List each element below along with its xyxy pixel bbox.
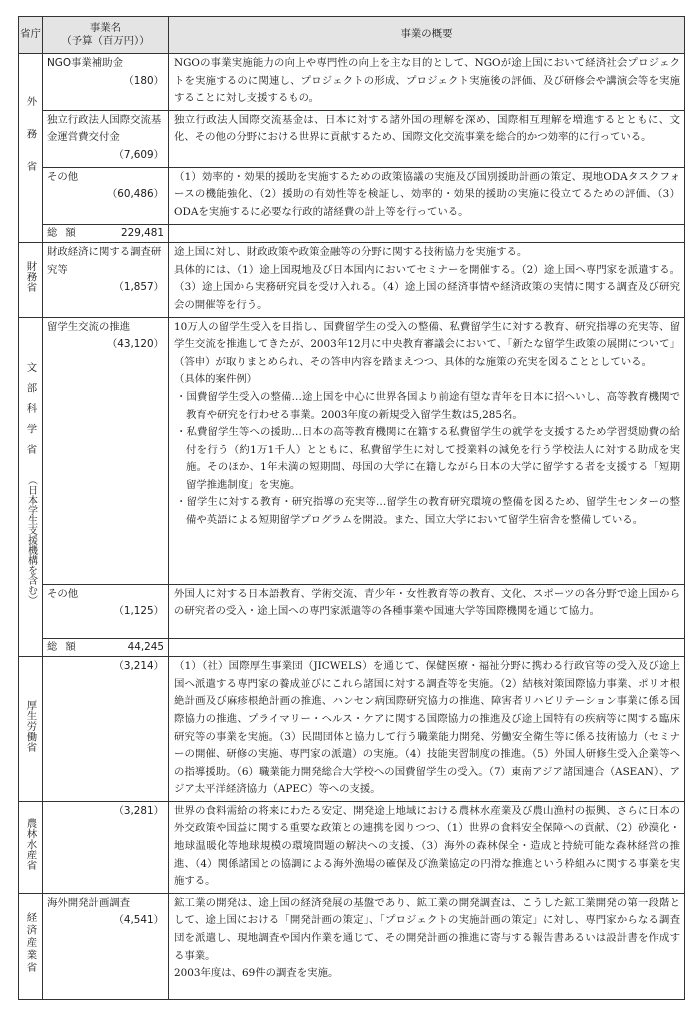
project-description: 10万人の留学生受入を目指し、国費留学生の受入の整備、私費留学生に対する教育、研究指導の充実等、留学生交流を推進してきたが、2003年12月に中央教育審議会において、「新たな留学生政策の展開について」（答申）が取りまとめられ、その答申内容を踏まえつつ、具体的な施策の充実を図ることとしている。 （具体的案件例） ・国費留学生受入の整備…途上国を中心に世界各国より前途有望な青年を日本に招へいし、高等教育機関で教育や研究を行わせる事業。2003年度の新規受入留学生数は5,285名。 ・私費留学生等への援助…日本の高等教育機関に在籍する私費留学生の就学を支援するため学習奨励費の給付を行う（約1万1千人）とともに、私費留学生に対して授業料の減免を行う学校法人に対する助成を実施。そのほか、1年未満の短期間、母国の大学に在籍しながら日本の大学に留学する者を支援する「短期留学推進制度」を実施。 ・留学生に対する教育・研究指導の充実等…留学生の教育研究環境の整備を図るため、留学生センターの整備や英語による短期留学プログラムを開設。また、国立大学において留学生宿舎を整備している。	[169, 317, 685, 584]
project-budget: （1,857）	[113, 281, 164, 294]
table-header	[19, 17, 685, 54]
project-budget: （180）	[123, 74, 164, 87]
total-value: 44,245	[127, 640, 164, 653]
project-description: （1）効率的・効果的援助を実施するための政策協議の実施及び国別援助計画の策定、現地ODAタスクフォースの機能強化、（2）援助の有効性等を検証し、効率的・効果的援助の実施に役立てるための評価、（3）ODAを実施するに必要な行政的諸経費の計上等を行っている。	[169, 167, 685, 224]
project-description: 途上国に対し、財政政策や政策金融等の分野に関する技術協力を実施する。 具体的には、（1）途上国現地及び日本国内においてセミナーを開催する。（2）途上国へ専門家を派遣する。（3）途上国から実務研究員を受け入れる。（4）途上国の経済事情や経済政策の実情に関する調査及び研究会の開催等を行う。	[169, 243, 685, 317]
ministry-cell-maff	[19, 801, 43, 893]
project-name: 独立行政法人国際交流基金運営費交付金	[47, 113, 162, 144]
project-cell	[43, 54, 169, 111]
project-description: 外国人に対する日本語教育、学術交流、青少年・女性教育等の教育、文化、スポーツの各分野で途上国からの研究者の受入・途上国への専門家派遣等の各種事業や国連大学等国際機関を通じて協力。	[169, 584, 685, 638]
total-row	[19, 638, 685, 657]
project-cell	[43, 584, 169, 638]
project-name: その他	[47, 587, 79, 600]
project-name: 海外開発計画調査	[47, 896, 131, 909]
total-cell	[43, 224, 169, 243]
project-budget: （7,609）	[113, 148, 164, 161]
table-row	[19, 584, 685, 638]
project-cell	[43, 243, 169, 317]
total-empty	[169, 638, 685, 657]
total-empty	[169, 224, 685, 243]
project-name: 留学生交流の推進	[47, 320, 131, 333]
project-cell	[43, 317, 169, 584]
project-description: NGOの事業実施能力の向上や専門性の向上を主な目的として、NGOが途上国において経済社会プロジェクトを実施するのに関連し、プロジェクトの形成、プロジェクト実施後の評価、及び研修会や講演会等を実施することに対し支援するもの。	[169, 54, 685, 111]
project-description: （1）（社）国際厚生事業団（JICWELS）を通じて、保健医療・福祉分野に携わる行政官等の受入及び途上国へ派遣する専門家の養成並びにこれら諸国に対する調査等を実施。（2）結核対策国際協力事業、ポリオ根絶計画及び麻疹根絶計画の推進、ハンセン病国際研究協力の推進、障害者リハビリテーション事業に係る国際協力の推進、プライマリー・ヘルス・ケアに関する国際協力の推進及び途上国特有の疾病等に関する臨床研究等の事業を実施。（3）民間団体と協力して行う職業能力開発、労働安全衛生等に係る技術協力（セミナーの開催、研修の実施、専門家の派遣）の実施。（4）技能実習制度の推進。（5）外国人研修生受入企業等への指導援助。（6）職業能力開発総合大学校への国費留学生の受入。（7）東南アジア諸国連合（ASEAN）、アジア太平洋経済協力（APEC）等への支援。	[169, 657, 685, 802]
total-value: 229,481	[121, 226, 164, 239]
table-row	[19, 110, 685, 167]
ministry-name: 文部科学省	[24, 362, 37, 465]
total-label: 総額	[47, 226, 84, 239]
total-cell	[43, 638, 169, 657]
project-name: NGO事業補助金	[47, 57, 123, 69]
table-row	[19, 893, 685, 999]
header-project-budget: （予算（百万円））	[61, 35, 150, 47]
header-summary: 事業の概要	[169, 17, 685, 54]
total-label: 総額	[47, 640, 84, 653]
project-cell	[43, 657, 169, 802]
header-project-name: 事業名	[89, 22, 122, 34]
project-description: 鉱工業の開発は、途上国の経済発展の基盤であり、鉱工業の開発調査は、こうした鉱工業開発の第一段階として、途上国における「開発計画の策定」、「プロジェクトの実施計画の策定」に対し、専門家からなる調査団を派遣し、現地調査や国内作業を通じて、その開発計画の推進に寄与する報告書あるいは設計書を作成する事業。 2003年度は、69件の調査を実施。	[169, 893, 685, 999]
ministry-name: 経済産業省	[24, 912, 37, 975]
ministry-cell-mext	[19, 317, 43, 657]
cases-title: （具体的案件例）	[174, 373, 258, 386]
table-row	[19, 243, 685, 317]
case-item: ・国費留学生受入の整備…途上国を中心に世界各国より前途有望な青年を日本に招へいし、高等教育機関で教育や研究を行わせる事業。2003年度の新規受入留学生数は5,285名。	[176, 390, 680, 421]
project-cell	[43, 167, 169, 224]
project-cell	[43, 893, 169, 999]
table-row	[19, 801, 685, 893]
case-item: ・留学生に対する教育・研究指導の充実等…留学生の教育研究環境の整備を図るため、留学生センターの整備や英語による短期留学プログラムを開設。また、国立大学において留学生宿舎を整備している。	[176, 496, 680, 527]
ministry-name: 厚生労働省	[24, 699, 37, 752]
ministry-subname: （日本学生支援機構を含む）	[25, 474, 37, 605]
project-budget: （1,125）	[113, 605, 164, 618]
project-budget: （3,214）	[113, 660, 164, 673]
project-name: その他	[47, 170, 79, 183]
project-name: 財政経済に関する調査研究等	[47, 246, 162, 276]
ministry-name: 農林水産省	[24, 818, 37, 871]
project-budget: （60,486）	[106, 188, 164, 201]
ministry-cell-mofa	[19, 54, 43, 243]
table-row	[19, 167, 685, 224]
table-row	[19, 657, 685, 802]
project-budget: （4,541）	[113, 914, 164, 927]
case-item: ・私費留学生等への援助…日本の高等教育機関に在籍する私費留学生の就学を支援するため学習奨励費の給付を行う（約1万1千人）とともに、私費留学生に対して授業料の減免を行う学校法人に対する助成を実施。そのほか、1年未満の短期間、母国の大学に在籍しながら日本の大学に留学する者を支援する「短期留学推進制度」を実施。	[176, 426, 680, 491]
header-project	[43, 17, 169, 54]
oda-table-page	[18, 16, 684, 1000]
project-cell	[43, 801, 169, 893]
project-cell	[43, 110, 169, 167]
project-budget: （43,120）	[106, 338, 164, 351]
table-row	[19, 317, 685, 584]
project-description: 世界の食料需給の将来にわたる安定、開発途上地域における農林水産業及び農山漁村の振興、さらに日本の外交政策や国益に関する重要な政策との連携を図りつつ、（1）世界の食料安全保障への貢献、（2）砂漠化・地球温暖化等地球規模の環境問題の解決への支援、（3）海外の森林保全・造成と持続可能な森林経営の推進、（4）関係諸国との協調による海外漁場の確保及び漁業協定の円滑な推進という枠組みに関する事業を実施する。	[169, 801, 685, 893]
header-ministry: 省庁	[19, 17, 43, 54]
project-description: 独立行政法人国際交流基金は、日本に対する諸外国の理解を深め、国際相互理解を増進するとともに、文化、その他の分野における世界に貢献するため、国際文化交流事業を総合的かつ効率的に行っている。	[169, 110, 685, 167]
table-row	[19, 54, 685, 111]
ministry-name: 外務省	[24, 96, 37, 194]
oda-projects-table	[18, 16, 685, 1000]
ministry-name: 財務省	[24, 260, 37, 293]
total-row	[19, 224, 685, 243]
project-budget: （3,281）	[113, 804, 164, 817]
ministry-cell-meti	[19, 893, 43, 999]
ministry-cell-mof	[19, 243, 43, 317]
ministry-cell-mhlw	[19, 657, 43, 802]
